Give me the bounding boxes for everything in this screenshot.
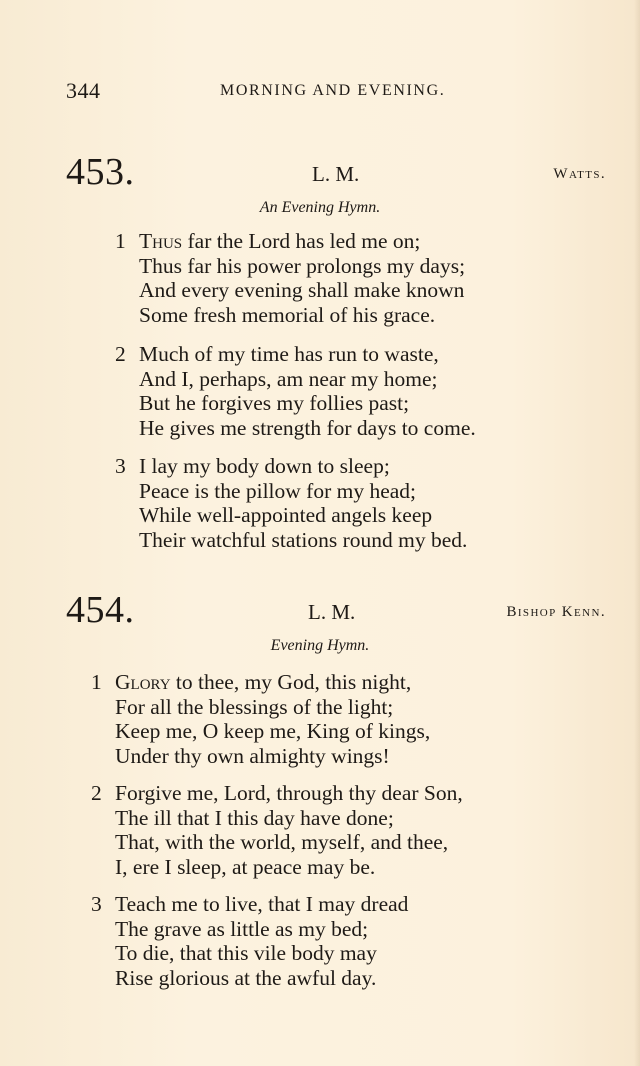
verse-line — [91, 806, 463, 831]
verse-line — [91, 966, 408, 991]
verse-text: I lay my body down to sleep; — [139, 454, 390, 478]
verse-line — [91, 744, 430, 769]
verse-line — [91, 830, 463, 855]
verse-text: Keep me, O keep me, King of kings, — [115, 719, 431, 743]
verse-text: And I, perhaps, am near my home; — [139, 366, 438, 391]
verse-text: He gives me strength for days to come. — [139, 415, 476, 440]
stanza-number: 3 — [115, 454, 126, 478]
verse-text: Teach me to live, that I may dread — [115, 892, 409, 916]
verse-text: For all the blessings of the light; — [115, 694, 394, 719]
hymn-meter: L. M. — [308, 600, 356, 624]
hymn-number: 454. — [66, 589, 135, 631]
hymn-subtitle: An Evening Hymn. — [259, 199, 381, 216]
hymn-header-454 — [66, 588, 606, 632]
first-word: Glory — [115, 670, 171, 694]
verse-line — [115, 229, 465, 254]
verse-text: Under thy own almighty wings! — [115, 743, 390, 768]
verse-text: To die, that this vile body may — [115, 941, 377, 965]
running-head — [66, 78, 606, 104]
verse-text: to thee, my God, this night, — [170, 670, 412, 694]
stanza-number: 2 — [115, 342, 126, 366]
verse-line — [91, 670, 430, 695]
first-word: Thus — [139, 229, 183, 253]
verse-line — [91, 892, 408, 917]
hymn-meter: L. M. — [312, 162, 360, 186]
page-edge-shadow — [634, 0, 640, 1066]
verse-text: That, with the world, myself, and thee, — [115, 830, 449, 854]
hymn-number: 453. — [66, 151, 135, 193]
stanza-number: 2 — [91, 781, 102, 805]
verse-line — [91, 781, 463, 806]
verse-line — [115, 342, 476, 367]
verse-text: Forgive me, Lord, through thy dear Son, — [115, 781, 463, 805]
stanza-454-2 — [91, 781, 463, 879]
verse-line — [115, 303, 465, 328]
hymn-subtitle: Evening Hymn. — [270, 637, 370, 654]
hymn-author: Bishop Kenn. — [506, 604, 606, 620]
verse-line — [115, 416, 476, 441]
stanza-454-3 — [91, 892, 408, 990]
verse-line — [115, 254, 465, 279]
verse-text: Peace is the pillow for my head; — [139, 478, 417, 503]
running-title: MORNING AND EVENING. — [220, 82, 446, 99]
verse-line — [91, 695, 430, 720]
verse-line — [91, 719, 430, 744]
verse-text: Rise glorious at the awful day. — [115, 965, 377, 990]
verse-text: While well-appointed angels keep — [139, 503, 433, 527]
verse-line — [115, 479, 467, 504]
page-number: 344 — [66, 78, 101, 103]
verse-line — [115, 454, 467, 479]
stanza-453-3 — [115, 454, 467, 552]
verse-line — [115, 278, 465, 303]
verse-text: But he forgives my follies past; — [139, 391, 410, 415]
stanza-453-2 — [115, 342, 476, 440]
stanza-454-1 — [91, 670, 430, 768]
verse-text: Some fresh memorial of his grace. — [139, 302, 436, 327]
verse-line — [115, 391, 476, 416]
verse-line — [91, 941, 408, 966]
verse-text: And every evening shall make known — [139, 278, 465, 302]
verse-text: The grave as little as my bed; — [115, 916, 369, 941]
hymn-header-453 — [66, 150, 606, 194]
stanza-453-1 — [115, 229, 465, 327]
verse-text: I, ere I sleep, at peace may be. — [115, 854, 376, 879]
verse-text: Thus far his power prolongs my days; — [139, 253, 466, 278]
verse-line — [115, 528, 467, 553]
stanza-number: 1 — [91, 670, 102, 694]
verse-line — [115, 503, 467, 528]
hymn-author: Watts. — [553, 166, 606, 182]
verse-line — [91, 917, 408, 942]
verse-text: far the Lord has led me on; — [182, 229, 421, 253]
stanza-number: 1 — [115, 229, 126, 253]
verse-text: Their watchful stations round my bed. — [139, 527, 468, 552]
verse-line — [91, 855, 463, 880]
verse-text: The ill that I this day have done; — [115, 805, 394, 830]
stanza-number: 3 — [91, 892, 102, 916]
verse-line — [115, 367, 476, 392]
verse-text: Much of my time has run to waste, — [139, 342, 439, 366]
